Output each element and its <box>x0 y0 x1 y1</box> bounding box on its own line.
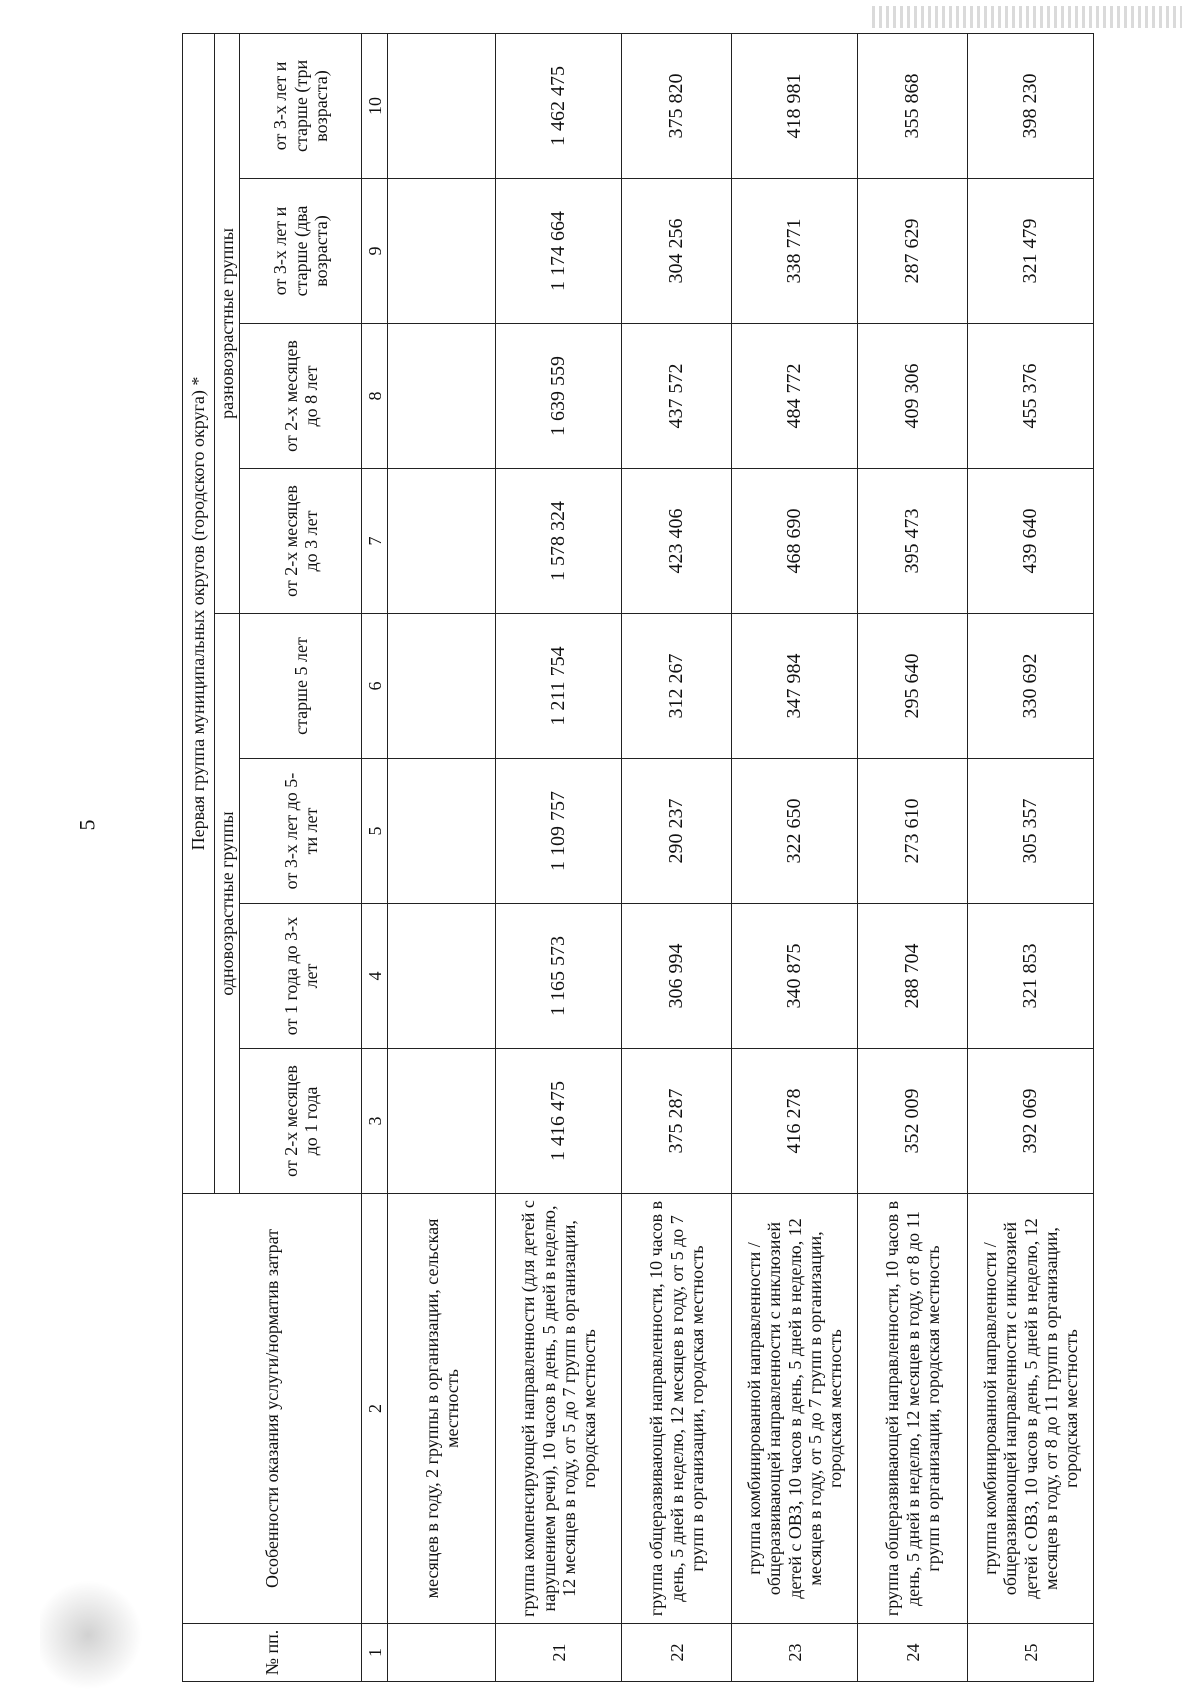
header-age-col: от 2-х месяцев до 3 лет <box>240 469 362 614</box>
scan-smudge <box>40 1580 160 1690</box>
header-group-title: Первая группа муниципальных округов (городского округа) * <box>183 33 215 1193</box>
header-same-age-groups: одновозрастные группы <box>215 614 240 1194</box>
cost-value-cell <box>388 904 496 1049</box>
cost-value-cell: 338 771 <box>732 179 858 324</box>
table-row <box>858 33 968 1681</box>
header-age-col: от 3-х лет до 5-ти лет <box>240 759 362 904</box>
row-description: группа компенсирующей направленности (для детей с нарушением речи), 10 часов в день, 5 дней в неделю, 12 месяцев в году, от 5 до 7 групп в организации, городская местность <box>496 1194 622 1624</box>
cost-value-cell: 306 994 <box>622 904 732 1049</box>
cost-value-cell <box>388 469 496 614</box>
header-age-col: от 2-х месяцев до 1 года <box>240 1049 362 1194</box>
cost-value-cell: 352 009 <box>858 1049 968 1194</box>
table-row <box>622 33 732 1681</box>
header-age-col: от 3-х лет и старше (три возраста) <box>240 33 362 178</box>
column-index: 10 <box>362 33 388 178</box>
cost-value-cell: 375 820 <box>622 33 732 178</box>
cost-value-cell: 1 578 324 <box>496 469 622 614</box>
row-number <box>388 1624 496 1682</box>
header-age-col: от 3-х лет и старше (два возраста) <box>240 179 362 324</box>
cost-value-cell: 304 256 <box>622 179 732 324</box>
column-index: 5 <box>362 759 388 904</box>
cost-value-cell: 288 704 <box>858 904 968 1049</box>
column-index: 1 <box>362 1624 388 1682</box>
header-number: № пп. <box>183 1624 362 1682</box>
row-description: группа общеразвивающей направленности, 10 часов в день, 5 дней в неделю, 12 месяцев в году, от 5 до 7 групп в организации, городская местность <box>622 1194 732 1624</box>
column-index: 3 <box>362 1049 388 1194</box>
row-number: 23 <box>732 1624 858 1682</box>
cost-value-cell: 347 984 <box>732 614 858 759</box>
column-index: 9 <box>362 179 388 324</box>
row-number: 22 <box>622 1624 732 1682</box>
cost-value-cell: 395 473 <box>858 469 968 614</box>
cost-value-cell: 295 640 <box>858 614 968 759</box>
page-number: 5 <box>74 819 100 831</box>
cost-value-cell: 355 868 <box>858 33 968 178</box>
row-number: 25 <box>968 1624 1094 1682</box>
cost-value-cell: 1 639 559 <box>496 324 622 469</box>
cost-value-cell <box>388 179 496 324</box>
row-description: месяцев в году, 2 группы в организации, сельская местность <box>388 1194 496 1624</box>
cost-value-cell <box>388 324 496 469</box>
cost-value-cell: 437 572 <box>622 324 732 469</box>
cost-value-cell: 287 629 <box>858 179 968 324</box>
cost-value-cell: 375 287 <box>622 1049 732 1194</box>
table-row <box>496 33 622 1681</box>
cost-value-cell: 1 174 664 <box>496 179 622 324</box>
row-description: группа комбинированной направленности / общеразвивающей направленности с инклюзией детей с ОВЗ, 10 часов в день, 5 дней в неделю, 12 месяцев в году, от 8 до 11 групп в организации, городская местность <box>968 1194 1094 1624</box>
cost-table <box>182 33 1094 1682</box>
row-number: 24 <box>858 1624 968 1682</box>
row-description: группа комбинированной направленности / общеразвивающей направленности с инклюзией детей с ОВЗ, 10 часов в день, 5 дней в неделю, 12 месяцев в году, от 5 до 7 групп в организации, городская местность <box>732 1194 858 1624</box>
cost-value-cell: 290 237 <box>622 759 732 904</box>
cost-value-cell: 439 640 <box>968 469 1094 614</box>
column-index: 6 <box>362 614 388 759</box>
cost-value-cell: 312 267 <box>622 614 732 759</box>
cost-value-cell: 340 875 <box>732 904 858 1049</box>
cost-value-cell: 330 692 <box>968 614 1094 759</box>
cost-value-cell: 398 230 <box>968 33 1094 178</box>
cost-value-cell: 322 650 <box>732 759 858 904</box>
cost-value-cell <box>388 614 496 759</box>
rotated-table-container <box>182 34 1081 1682</box>
cost-value-cell: 305 357 <box>968 759 1094 904</box>
cost-value-cell: 418 981 <box>732 33 858 178</box>
cost-value-cell: 423 406 <box>622 469 732 614</box>
table-row <box>968 33 1094 1681</box>
cost-value-cell: 1 462 475 <box>496 33 622 178</box>
row-number: 21 <box>496 1624 622 1682</box>
header-age-col: от 1 года до 3-х лет <box>240 904 362 1049</box>
table-row <box>388 33 496 1681</box>
column-index: 2 <box>362 1194 388 1624</box>
cost-value-cell <box>388 759 496 904</box>
cost-value-cell: 321 853 <box>968 904 1094 1049</box>
cost-value-cell: 1 416 475 <box>496 1049 622 1194</box>
cost-value-cell: 392 069 <box>968 1049 1094 1194</box>
cost-value-cell: 1 211 754 <box>496 614 622 759</box>
header-age-col: от 2-х месяцев до 8 лет <box>240 324 362 469</box>
scan-noise <box>872 6 1182 28</box>
header-description: Особенности оказания услуги/норматив затрат <box>183 1194 362 1624</box>
header-mixed-age-groups: разновозрастные группы <box>215 33 240 613</box>
cost-value-cell: 1 109 757 <box>496 759 622 904</box>
cost-value-cell: 321 479 <box>968 179 1094 324</box>
cost-value-cell: 484 772 <box>732 324 858 469</box>
column-index: 4 <box>362 904 388 1049</box>
table-row <box>732 33 858 1681</box>
column-index: 8 <box>362 324 388 469</box>
cost-value-cell: 455 376 <box>968 324 1094 469</box>
cost-value-cell <box>388 1049 496 1194</box>
cost-value-cell: 468 690 <box>732 469 858 614</box>
header-age-col: старше 5 лет <box>240 614 362 759</box>
row-description: группа общеразвивающей направленности, 10 часов в день, 5 дней в неделю, 12 месяцев в году, от 8 до 11 групп в организации, городская местность <box>858 1194 968 1624</box>
cost-value-cell: 1 165 573 <box>496 904 622 1049</box>
cost-value-cell: 273 610 <box>858 759 968 904</box>
cost-value-cell: 409 306 <box>858 324 968 469</box>
cost-value-cell: 416 278 <box>732 1049 858 1194</box>
cost-value-cell <box>388 33 496 178</box>
column-index: 7 <box>362 469 388 614</box>
